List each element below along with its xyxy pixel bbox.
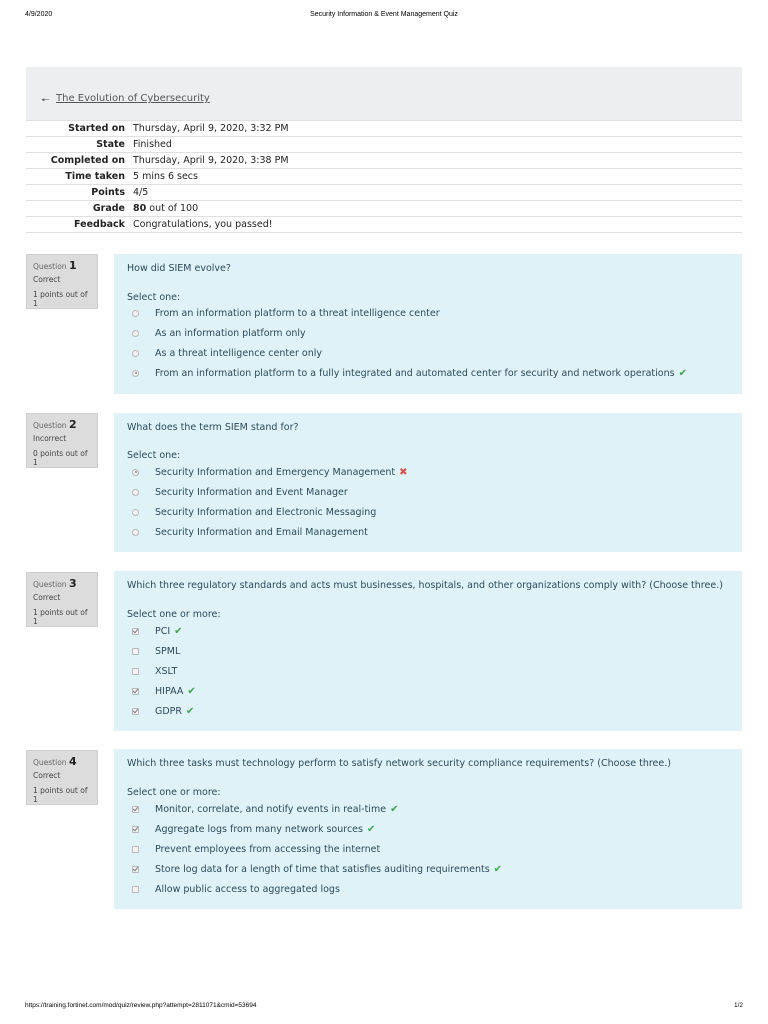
question-points: 0 points out of 1 xyxy=(33,449,88,467)
radio-button[interactable] xyxy=(132,489,139,496)
incorrect-x-icon: ✖ xyxy=(399,466,408,478)
time-value: 5 mins 6 secs xyxy=(133,169,742,185)
question-3-info xyxy=(26,572,98,627)
summary-row-time xyxy=(26,169,742,185)
answer-label: As an information platform only xyxy=(155,327,306,339)
print-header xyxy=(0,11,768,23)
correct-check-icon: ✔ xyxy=(187,685,196,697)
answer-option[interactable] xyxy=(132,326,306,340)
answer-label: GDPR xyxy=(155,705,183,717)
checkbox[interactable] xyxy=(132,886,139,893)
answer-option[interactable] xyxy=(132,704,194,718)
print-page-number: 1/2 xyxy=(733,1002,743,1009)
answer-option[interactable] xyxy=(132,505,376,519)
answer-option[interactable] xyxy=(132,366,687,380)
radio-button[interactable] xyxy=(132,509,139,516)
arrow-left-icon[interactable]: 🠔 xyxy=(41,95,50,106)
question-text: Which three regulatory standards and acts must businesses, hospitals, and other organizations comply with? (Choose three.) xyxy=(127,580,723,591)
answer-label: PCI xyxy=(155,625,171,637)
correct-check-icon: ✔ xyxy=(186,705,195,717)
question-2-content xyxy=(114,413,742,552)
question-points: 1 points out of 1 xyxy=(33,608,88,626)
answer-label: From an information platform to a fully integrated and automated center for security and network operations xyxy=(155,367,675,379)
checkbox[interactable] xyxy=(132,846,139,853)
answer-prompt: Select one: xyxy=(127,292,181,303)
answer-prompt: Select one: xyxy=(127,450,181,461)
state-value: Finished xyxy=(133,137,742,153)
question-points: 1 points out of 1 xyxy=(33,786,88,804)
question-4-info xyxy=(26,750,98,805)
question-text: How did SIEM evolve? xyxy=(127,263,231,274)
print-title: Security Information & Event Management Quiz xyxy=(310,11,458,18)
question-2-info xyxy=(26,413,98,468)
time-label: Time taken xyxy=(26,169,133,185)
radio-button[interactable] xyxy=(132,350,139,357)
started-label: Started on xyxy=(26,121,133,137)
answer-option[interactable] xyxy=(132,842,380,856)
answer-label: XSLT xyxy=(155,665,178,677)
grade-score: 80 xyxy=(133,203,147,214)
feedback-value: Congratulations, you passed! xyxy=(133,217,742,233)
answer-label: Store log data for a length of time that satisfies auditing requirements xyxy=(155,863,490,875)
question-number xyxy=(33,755,91,768)
question-num: 4 xyxy=(68,755,77,768)
started-value: Thursday, April 9, 2020, 3:32 PM xyxy=(133,121,742,137)
answer-option[interactable] xyxy=(132,624,183,638)
radio-button[interactable] xyxy=(132,529,139,536)
answer-label: Prevent employees from accessing the internet xyxy=(155,843,381,855)
checkbox[interactable] xyxy=(132,648,139,655)
correct-check-icon: ✔ xyxy=(390,803,399,815)
course-link[interactable]: The Evolution of Cybersecurity xyxy=(56,93,210,104)
answer-option[interactable] xyxy=(132,465,408,479)
answer-label: From an information platform to a threat intelligence center xyxy=(155,307,440,319)
answer-option[interactable] xyxy=(132,822,375,836)
correct-check-icon: ✔ xyxy=(678,367,687,379)
radio-button[interactable] xyxy=(132,310,139,317)
answer-label: Security Information and Emergency Management xyxy=(155,466,396,478)
answer-option[interactable] xyxy=(132,346,322,360)
answer-label: Allow public access to aggregated logs xyxy=(155,883,340,895)
answer-option[interactable] xyxy=(132,525,368,539)
points-value: 4/5 xyxy=(133,185,742,201)
answer-option[interactable] xyxy=(132,802,398,816)
breadcrumb xyxy=(26,67,742,120)
print-date: 4/9/2020 xyxy=(25,11,53,18)
question-label: Question xyxy=(33,580,67,589)
print-footer xyxy=(0,1002,768,1014)
checkbox-checked[interactable] xyxy=(132,826,139,833)
checkbox-checked[interactable] xyxy=(132,688,139,695)
summary-row-points xyxy=(26,185,742,201)
grade-out-of: out of 100 xyxy=(146,203,199,214)
grade-value xyxy=(133,201,742,217)
answer-label: HIPAA xyxy=(155,685,184,697)
answer-option[interactable] xyxy=(132,882,340,896)
checkbox-checked[interactable] xyxy=(132,628,139,635)
answer-option[interactable] xyxy=(132,485,348,499)
question-number xyxy=(33,418,91,431)
question-state: Incorrect xyxy=(33,434,67,443)
summary-row-completed xyxy=(26,153,742,169)
answer-option[interactable] xyxy=(132,862,502,876)
completed-value: Thursday, April 9, 2020, 3:38 PM xyxy=(133,153,742,169)
answer-label: Monitor, correlate, and notify events in real-time xyxy=(155,803,387,815)
question-label: Question xyxy=(33,262,67,271)
checkbox-checked[interactable] xyxy=(132,708,139,715)
question-points: 1 points out of 1 xyxy=(33,290,88,308)
radio-button[interactable] xyxy=(132,330,139,337)
attempt-summary xyxy=(26,120,742,233)
summary-row-state xyxy=(26,137,742,153)
grade-label: Grade xyxy=(26,201,133,217)
correct-check-icon: ✔ xyxy=(174,625,183,637)
question-state: Correct xyxy=(33,771,61,780)
feedback-label: Feedback xyxy=(26,217,133,233)
question-text: What does the term SIEM stand for? xyxy=(127,422,299,433)
answer-label: Security Information and Electronic Messaging xyxy=(155,506,377,518)
summary-row-started xyxy=(26,121,742,137)
question-label: Question xyxy=(33,758,67,767)
question-label: Question xyxy=(33,421,67,430)
answer-label: Security Information and Event Manager xyxy=(155,486,348,498)
completed-label: Completed on xyxy=(26,153,133,169)
answer-prompt: Select one or more: xyxy=(127,787,221,798)
question-1-content xyxy=(114,254,742,394)
question-1-info xyxy=(26,254,98,309)
question-4-content xyxy=(114,749,742,909)
checkbox-checked[interactable] xyxy=(132,806,139,813)
answer-label: SPML xyxy=(155,645,181,657)
points-label: Points xyxy=(26,185,133,201)
correct-check-icon: ✔ xyxy=(493,863,503,875)
summary-row-grade xyxy=(26,201,742,217)
answer-prompt: Select one or more: xyxy=(127,609,221,620)
checkbox-checked[interactable] xyxy=(132,866,139,873)
question-state: Correct xyxy=(33,275,61,284)
answer-label: As a threat intelligence center only xyxy=(155,347,322,359)
question-text: Which three tasks must technology perform to satisfy network security compliance requirements? (Choose three.) xyxy=(127,758,671,769)
correct-check-icon: ✔ xyxy=(366,823,376,835)
answer-option[interactable] xyxy=(132,664,177,678)
question-number xyxy=(33,577,91,590)
radio-button-selected[interactable] xyxy=(132,370,139,377)
radio-button-selected[interactable] xyxy=(132,469,139,476)
print-url: https://training.fortinet.com/mod/quiz/review.php?attempt=2811071&cmid=53694 xyxy=(25,1002,257,1009)
question-num: 2 xyxy=(68,418,77,431)
summary-row-feedback xyxy=(26,217,742,233)
question-num: 1 xyxy=(68,259,77,272)
answer-label: Security Information and Email Management xyxy=(155,526,368,538)
state-label: State xyxy=(26,137,133,153)
question-3-content xyxy=(114,571,742,731)
answer-option[interactable] xyxy=(132,306,440,320)
answer-option[interactable] xyxy=(132,644,180,658)
checkbox[interactable] xyxy=(132,668,139,675)
question-number xyxy=(33,259,91,272)
question-num: 3 xyxy=(68,577,77,590)
question-state: Correct xyxy=(33,593,61,602)
answer-option[interactable] xyxy=(132,684,196,698)
answer-label: Aggregate logs from many network sources xyxy=(155,823,363,835)
